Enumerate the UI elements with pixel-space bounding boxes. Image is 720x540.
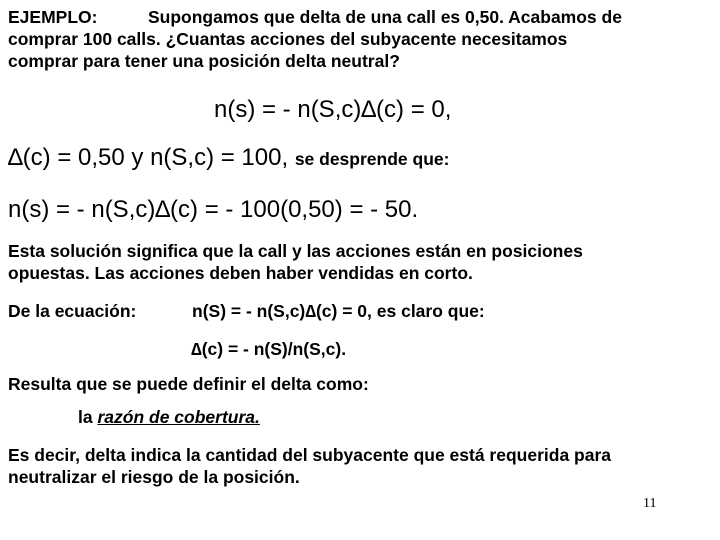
ecuacion-label: De la ecuación: xyxy=(8,301,137,321)
equation-3 xyxy=(8,196,418,224)
ecuacion-text: n(S) = - n(S,c)∆(c) = 0, es claro que: xyxy=(192,301,485,321)
equation-delta: ∆(c) = - n(S)/n(S,c). xyxy=(191,339,347,359)
solution-line-2: opuestas. Las acciones deben haber vendidas en corto. xyxy=(8,263,473,283)
problem-line-3: comprar para tener una posición delta neutral? xyxy=(8,51,400,71)
equation-1 xyxy=(214,96,451,124)
conclusion-line-1: Es decir, delta indica la cantidad del subyacente que está requerida para xyxy=(8,445,612,465)
problem-line-1 xyxy=(8,6,714,28)
equation-2-tail: se desprende que: xyxy=(294,149,450,169)
problem-line-2: comprar 100 calls. ¿Cuantas acciones del subyacente necesitamos xyxy=(8,29,568,49)
solution-paragraph xyxy=(8,240,714,284)
razon-prefix: la xyxy=(78,407,98,427)
page-number: 11 xyxy=(643,496,657,511)
equation-1-text: n(s) = - n(S,c)∆(c) = 0, xyxy=(214,96,452,123)
razon-line xyxy=(78,407,260,428)
example-label: EJEMPLO: xyxy=(8,7,98,27)
definir-text: Resulta que se puede definir el delta como: xyxy=(8,374,369,394)
conclusion-line-2: neutralizar el riesgo de la posición. xyxy=(8,467,300,487)
equation-2 xyxy=(8,144,449,172)
equation-3-text: n(s) = - n(S,c)∆(c) = - 100(0,50) = - 50. xyxy=(8,196,419,223)
problem-paragraph xyxy=(8,6,714,72)
problem-text-1: Supongamos que delta de una call es 0,50. Acabamos de xyxy=(148,7,622,27)
razon-term: razón de cobertura. xyxy=(97,407,260,427)
equation-2-main: ∆(c) = 0,50 y n(S,c) = 100, xyxy=(8,144,289,171)
conclusion-paragraph xyxy=(8,444,714,488)
solution-line-1: Esta solución significa que la call y las acciones están en posiciones xyxy=(8,241,583,261)
